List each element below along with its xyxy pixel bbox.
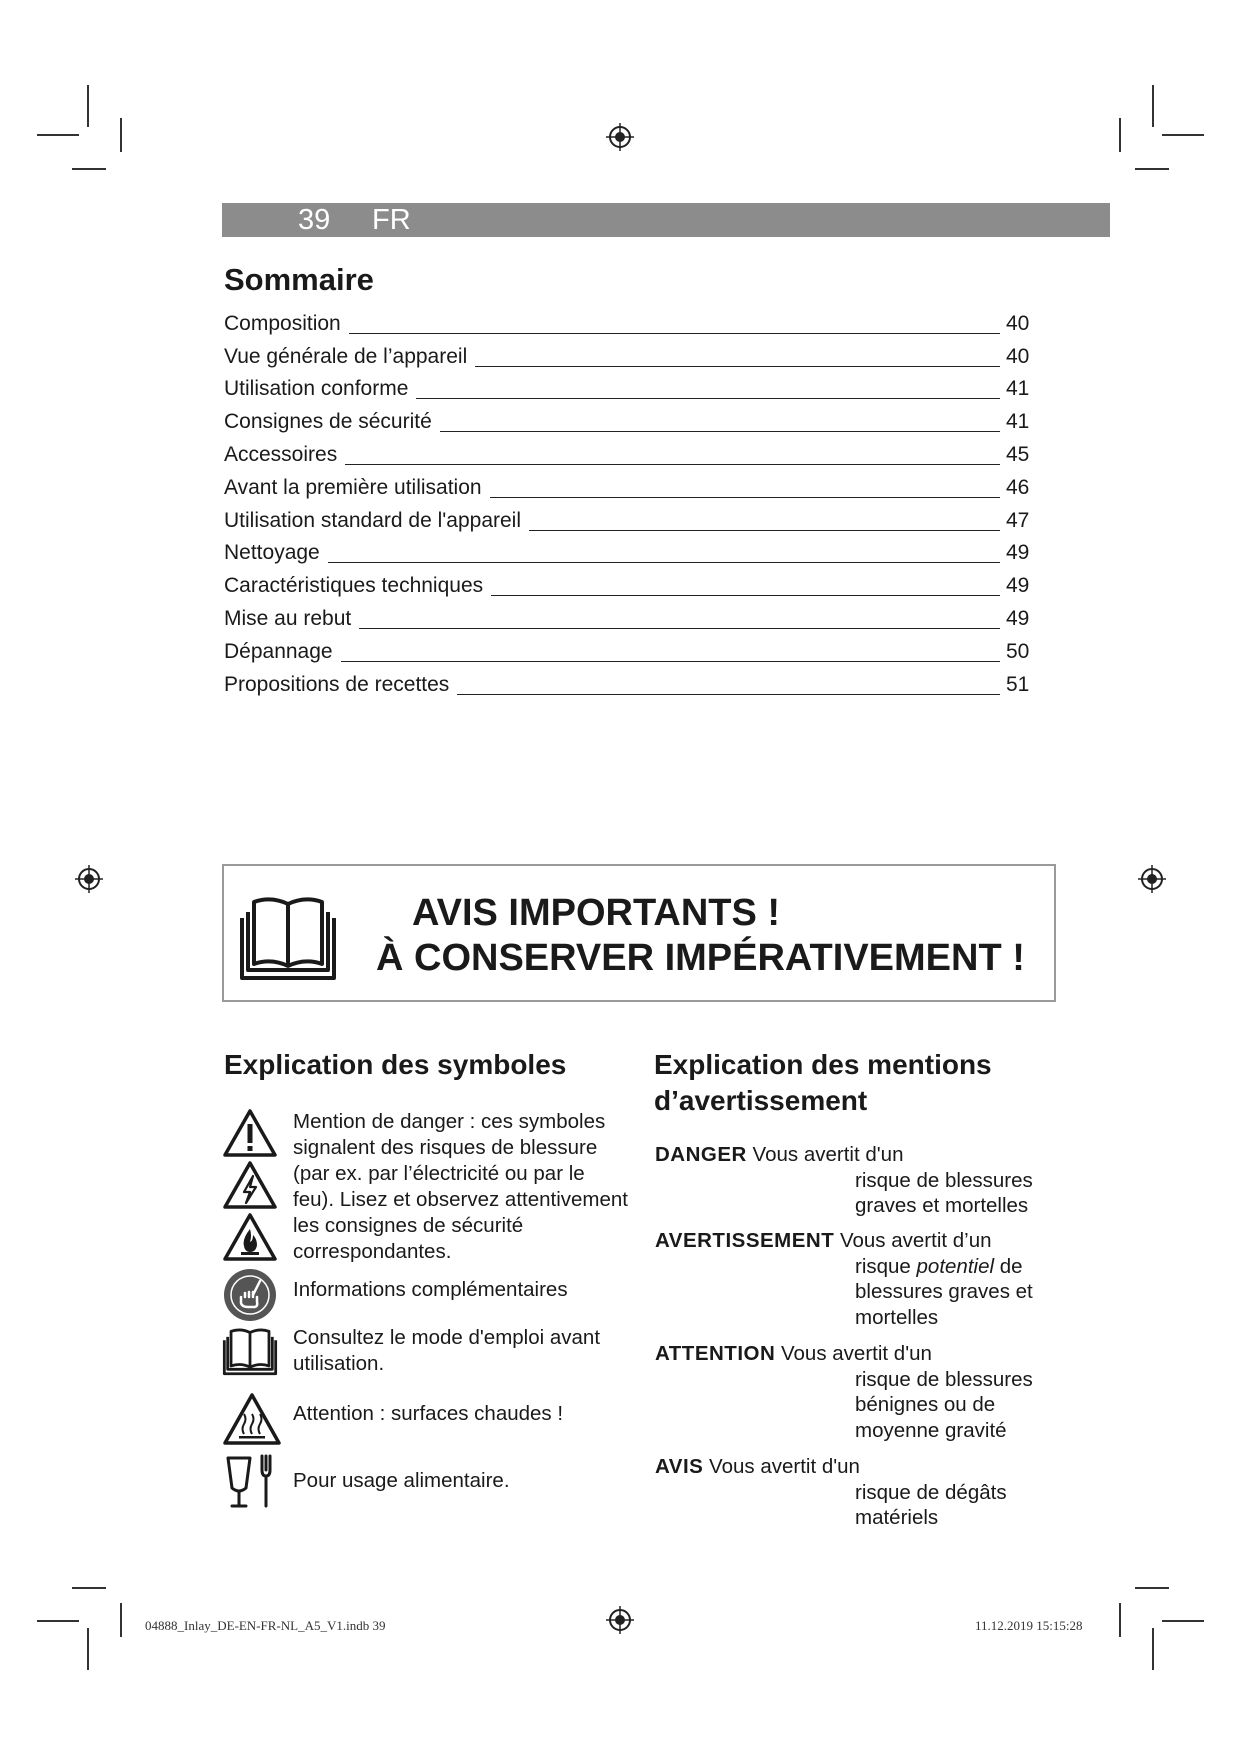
toc-leader-line: [359, 628, 1000, 629]
toc-entry-page: 49: [1006, 574, 1030, 598]
toc-entry: [224, 307, 1038, 340]
warning-avis: [655, 1454, 1055, 1531]
toc-leader-line: [349, 333, 1000, 334]
toc-entry-page: 40: [1006, 311, 1030, 335]
crop-mark: [120, 118, 122, 152]
warning-avertissement: [655, 1228, 1055, 1330]
toc-entry-page: 46: [1006, 475, 1030, 499]
crop-mark: [1135, 168, 1169, 170]
toc-entry-label: Composition: [224, 311, 341, 335]
warning-text: mortelles: [855, 1305, 939, 1329]
important-notice-box: [222, 864, 1056, 1002]
toc-entry-page: 41: [1006, 410, 1030, 434]
warning-text: Vous avertit d'un: [709, 1455, 860, 1478]
warning-text: risque de blessures: [855, 1367, 1033, 1391]
toc-leader-line: [416, 398, 1000, 399]
toc-entry-label: Nettoyage: [224, 541, 320, 565]
warning-text: Vous avertit d’un: [839, 1229, 992, 1252]
warning-text: Vous avertit d'un: [752, 1143, 904, 1166]
toc-entry-page: 45: [1006, 442, 1030, 466]
toc-entry: [224, 668, 1038, 701]
symbols-section-title: Explication des symboles: [224, 1049, 567, 1080]
toc-leader-line: [345, 464, 1000, 465]
toc-entry-page: 49: [1006, 541, 1030, 565]
toc-entry-page: 51: [1006, 672, 1030, 696]
warning-text: risque de dégâts: [855, 1480, 1007, 1504]
toc-entry: [224, 569, 1038, 602]
toc-entry: [224, 602, 1038, 635]
warning-attention: [655, 1341, 1055, 1443]
toc-entry: [224, 471, 1038, 504]
crop-mark: [87, 1628, 89, 1670]
toc-entry: [224, 340, 1038, 373]
toc-entry-page: 41: [1006, 377, 1030, 401]
warning-text: risque potentiel de: [855, 1254, 1023, 1278]
footer-file-name: 04888_Inlay_DE-EN-FR-NL_A5_V1.indb 39: [145, 1618, 386, 1633]
toc-entry-label: Vue générale de l’appareil: [224, 344, 468, 368]
hot-surface-description: Attention : surfaces chaudes !: [293, 1402, 564, 1425]
open-book-icon: [238, 896, 338, 982]
warning-keyword: AVERTISSEMENT: [655, 1229, 835, 1252]
food-safe-icon: [224, 1452, 278, 1510]
toc-entry: [224, 537, 1038, 570]
toc-leader-line: [341, 661, 1000, 662]
toc-entry-label: Utilisation conforme: [224, 377, 409, 401]
info-hand-icon: [222, 1267, 278, 1323]
toc-entry: [224, 373, 1038, 406]
notice-subheading: À CONSERVER IMPÉRATIVEMENT !: [376, 937, 1025, 979]
manual-book-icon: [222, 1328, 278, 1376]
toc-leader-line: [457, 694, 1000, 695]
toc-entry: [224, 438, 1038, 471]
warning-text: matériels: [855, 1506, 939, 1529]
toc-entry-label: Consignes de sécurité: [224, 410, 432, 434]
crop-mark: [72, 168, 106, 170]
toc-entry-label: Dépannage: [224, 639, 333, 663]
crop-mark: [37, 1620, 79, 1622]
toc-entry: [224, 504, 1038, 537]
toc-leader-line: [328, 562, 1000, 563]
toc-leader-line: [475, 366, 1000, 367]
toc-leader-line: [440, 431, 1000, 432]
registration-mark-icon: [1137, 864, 1167, 894]
warning-keyword: AVIS: [655, 1455, 704, 1478]
warnings-section-title: [654, 1047, 992, 1119]
warning-triangle-icon: [222, 1108, 278, 1158]
crop-mark: [1162, 1620, 1204, 1622]
toc-entry-page: 40: [1006, 344, 1030, 368]
warning-keyword: DANGER: [655, 1143, 747, 1166]
toc-entry-label: Avant la première utilisation: [224, 475, 482, 499]
crop-mark: [37, 134, 79, 136]
electric-hazard-icon: [222, 1160, 278, 1210]
toc-leader-line: [491, 595, 1000, 596]
registration-mark-icon: [74, 864, 104, 894]
crop-mark: [72, 1587, 106, 1589]
crop-mark: [87, 85, 89, 127]
warning-text: risque de blessures: [855, 1168, 1033, 1192]
warnings-title-line: Explication des mentions: [654, 1049, 992, 1080]
toc-entry-label: Propositions de recettes: [224, 672, 450, 696]
crop-mark: [1152, 85, 1154, 127]
page-header-bar: [222, 203, 1110, 237]
crop-mark: [120, 1603, 122, 1637]
toc-entry-page: 50: [1006, 639, 1030, 663]
footer-date: 11.12.2019 15:15:28: [975, 1618, 1083, 1633]
warning-danger: [655, 1142, 1055, 1219]
toc-entry-page: 49: [1006, 606, 1030, 630]
info-symbol-description: Informations complémentaires: [293, 1278, 568, 1301]
toc-leader-line: [490, 497, 1000, 498]
crop-mark: [1162, 134, 1204, 136]
toc-entry-label: Accessoires: [224, 442, 338, 466]
hot-surface-icon: [222, 1392, 282, 1446]
food-safe-description: Pour usage alimentaire.: [293, 1469, 510, 1492]
warning-text: blessures graves et: [855, 1280, 1033, 1303]
page-number: 39: [298, 204, 331, 236]
crop-mark: [1135, 1587, 1169, 1589]
crop-mark: [1119, 118, 1121, 152]
table-of-contents: [224, 307, 1038, 701]
crop-mark: [1119, 1603, 1121, 1637]
toc-entry-label: Caractéristiques techniques: [224, 574, 484, 598]
warning-text: bénignes ou de: [855, 1393, 996, 1416]
toc-title: Sommaire: [224, 262, 374, 297]
warning-text: Vous avertit d'un: [780, 1342, 932, 1365]
warning-text: graves et mortelles: [855, 1194, 1029, 1217]
registration-mark-icon: [605, 122, 635, 152]
danger-symbols-description: Mention de danger : ces symboles signalent des risques de blessure (par ex. par l’électricité ou par le feu). Lisez et observez attentivement les consignes de sécurité correspondantes.: [293, 1110, 629, 1263]
language-code: FR: [372, 204, 411, 236]
toc-entry-label: Utilisation standard de l'appareil: [224, 508, 522, 532]
toc-entry: [224, 405, 1038, 438]
warning-text: moyenne gravité: [855, 1418, 1007, 1442]
warnings-title-line: d’avertissement: [654, 1085, 868, 1116]
registration-mark-icon: [605, 1605, 635, 1635]
fire-hazard-icon: [222, 1212, 278, 1262]
warning-keyword: ATTENTION: [655, 1342, 776, 1365]
notice-heading: AVIS IMPORTANTS !: [412, 892, 781, 934]
crop-mark: [1152, 1628, 1154, 1670]
toc-entry-label: Mise au rebut: [224, 606, 352, 630]
toc-leader-line: [529, 530, 1000, 531]
toc-entry: [224, 635, 1038, 668]
manual-symbol-description: Consultez le mode d'emploi avant utilisation.: [293, 1326, 601, 1375]
toc-entry-page: 47: [1006, 508, 1030, 532]
